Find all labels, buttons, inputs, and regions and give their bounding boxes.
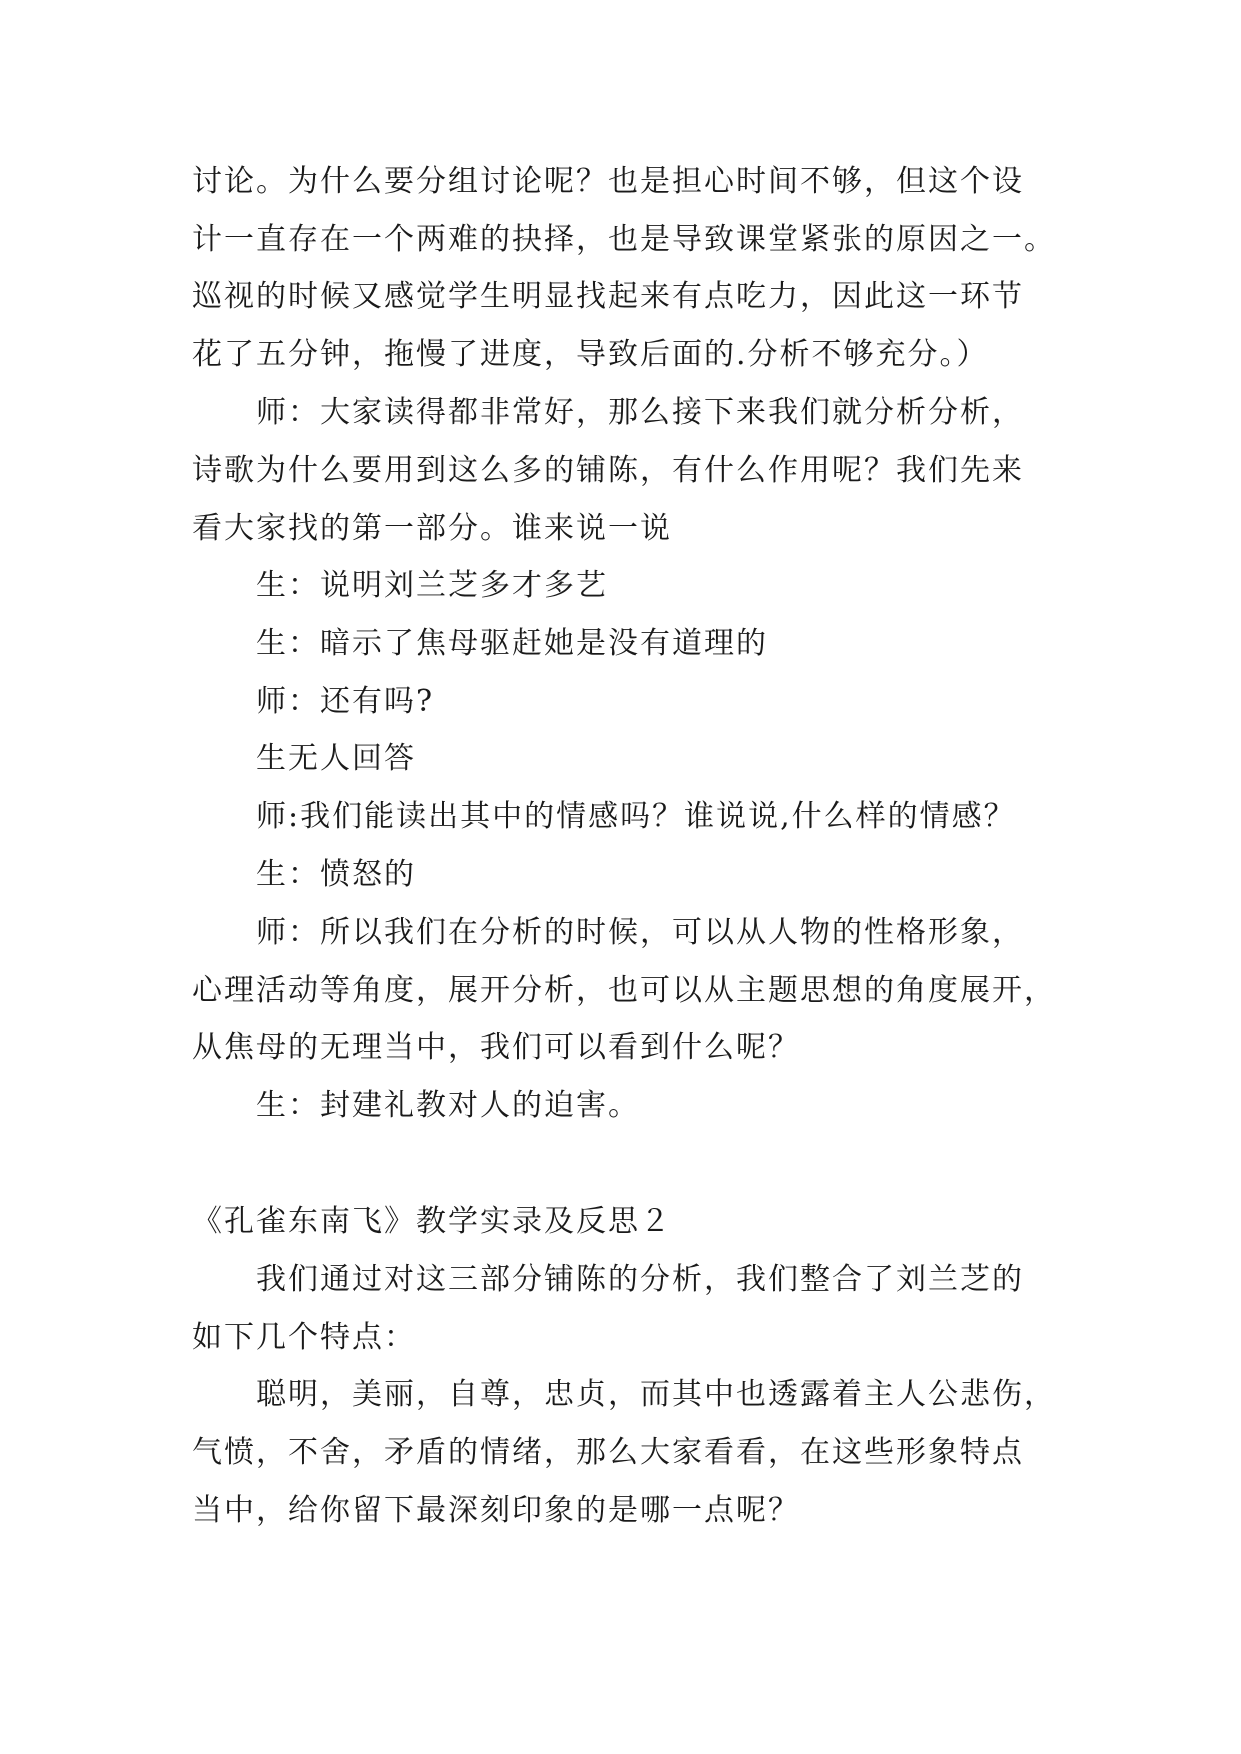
student-line: 生无人回答: [256, 741, 416, 776]
student-line: 生：愤怒的: [256, 857, 416, 892]
student-line: 生：封建礼教对人的迫害。: [256, 1088, 640, 1123]
teacher-line: 师：大家读得都非常好，那么接下来我们就分析分析，: [256, 395, 1024, 430]
section-title: 《孔雀东南飞》教学实录及反思２: [192, 1204, 672, 1239]
text-line: 气愤，不舍，矛盾的情绪，那么大家看看，在这些形象特点: [192, 1435, 1024, 1470]
text-line: 讨论。为什么要分组讨论呢？也是担心时间不够，但这个设: [192, 164, 1024, 199]
text-line: 从焦母的无理当中，我们可以看到什么呢？: [192, 1030, 800, 1065]
teacher-line: 师:我们能读出其中的情感吗？谁说说,什么样的情感？: [256, 799, 1016, 834]
text-line: 看大家找的第一部分。谁来说一说: [192, 511, 672, 546]
teacher-line: 师：所以我们在分析的时候，可以从人物的性格形象，: [256, 915, 1024, 950]
text-line: 心理活动等角度，展开分析，也可以从主题思想的角度展开，: [192, 973, 1056, 1008]
text-line: 计一直存在一个两难的抉择，也是导致课堂紧张的原因之一。: [192, 222, 1056, 257]
text-line: 巡视的时候又感觉学生明显找起来有点吃力，因此这一环节: [192, 279, 1024, 314]
text-line: 我们通过对这三部分铺陈的分析，我们整合了刘兰芝的: [256, 1262, 1024, 1297]
text-line: 聪明，美丽，自尊，忠贞，而其中也透露着主人公悲伤，: [256, 1377, 1056, 1412]
text-line: 诗歌为什么要用到这么多的铺陈，有什么作用呢？我们先来: [192, 453, 1024, 488]
text-line: 当中，给你留下最深刻印象的是哪一点呢？: [192, 1493, 800, 1528]
student-line: 生：暗示了焦母驱赶她是没有道理的: [256, 626, 768, 661]
text-line: 花了五分钟，拖慢了进度，导致后面的.分析不够充分。）: [192, 337, 989, 372]
teacher-line: 师：还有吗?: [256, 684, 435, 719]
text-line: 如下几个特点：: [192, 1320, 416, 1355]
student-line: 生：说明刘兰芝多才多艺: [256, 568, 608, 603]
